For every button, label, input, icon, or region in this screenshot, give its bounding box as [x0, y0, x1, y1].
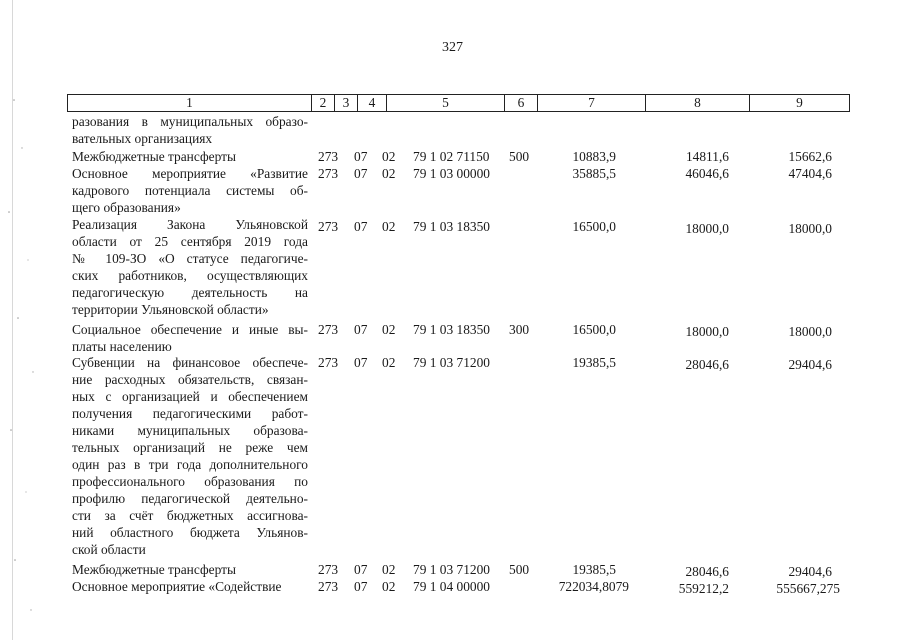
row-3-line-3: ских работников, осуществляющих [72, 268, 308, 283]
row-2-name [72, 165, 308, 216]
row-2-c7: 35885,5 [572, 166, 616, 181]
row-6-c4: 02 [382, 562, 396, 577]
row-5-c5: 79 1 03 71200 [413, 355, 490, 370]
scan-margin-specks [0, 0, 40, 640]
row-7-c4: 02 [382, 579, 396, 594]
row-5-line-9: сти за счёт бюджетных ассигнова- [72, 508, 308, 523]
row-1-c6: 500 [509, 149, 530, 164]
row-4-name [72, 321, 308, 355]
row-1-name [72, 148, 308, 165]
header-col-8: 8 [646, 95, 750, 111]
row-5-line-8: профилю педагогической деятельно- [72, 491, 308, 506]
row-3-c9: 18000,0 [788, 221, 832, 236]
row-3-c4: 02 [382, 219, 396, 234]
row-3-line-4: педагогическую деятельность на [72, 285, 308, 300]
row-5-line-0: Субвенции на финансовое обеспече- [72, 355, 308, 370]
header-col-4: 4 [358, 95, 387, 111]
row-3-line-2: № 109-ЗО «О статусе педагогиче- [72, 251, 308, 266]
row-3-line-5: территории Ульяновской области» [72, 302, 269, 317]
row-3-line-0: Реализация Закона Ульяновской [72, 217, 308, 232]
row-6-c2: 273 [318, 562, 339, 577]
row-5-name [72, 354, 308, 558]
row-0-line-0: разования в муниципальных образо- [72, 114, 308, 129]
row-1-c2: 273 [318, 149, 339, 164]
row-3-line-1: области от 25 сентября 2019 года [72, 234, 308, 249]
row-5-line-6: один раз в три года дополнительного [72, 457, 308, 472]
row-7-c8: 559212,2 [678, 581, 729, 596]
row-6-c3: 07 [354, 562, 368, 577]
row-5-c2: 273 [318, 355, 339, 370]
row-7-line-0: Основное мероприятие «Содействие [72, 579, 282, 594]
row-5-line-5: тельных организаций не реже чем [72, 440, 308, 455]
header-col-7: 7 [538, 95, 646, 111]
row-5-c8: 28046,6 [685, 357, 729, 372]
table-header [67, 94, 850, 112]
header-col-9: 9 [796, 95, 803, 110]
header-col-5: 5 [387, 95, 505, 111]
row-2-c8: 46046,6 [685, 166, 729, 181]
row-5-c3: 07 [354, 355, 368, 370]
row-1-c3: 07 [354, 149, 368, 164]
row-5-line-7: профессионального образования по [72, 474, 308, 489]
row-5-line-11: ской области [72, 542, 146, 557]
row-3-c5: 79 1 03 18350 [413, 219, 490, 234]
row-2-line-0: Основное мероприятие «Развитие [72, 166, 308, 181]
row-6-name [72, 561, 308, 578]
row-3-c8: 18000,0 [685, 221, 729, 236]
row-6-c5: 79 1 03 71200 [413, 562, 490, 577]
row-2-c2: 273 [318, 166, 339, 181]
row-2-c9: 47404,6 [788, 166, 832, 181]
row-7-c9: 555667,275 [776, 581, 840, 596]
row-6-c7: 19385,5 [572, 562, 616, 577]
row-4-c9: 18000,0 [788, 324, 832, 339]
row-2-c3: 07 [354, 166, 368, 181]
row-7-c3: 07 [354, 579, 368, 594]
row-5-c9: 29404,6 [788, 357, 832, 372]
row-1-line-0: Межбюджетные трансферты [72, 149, 236, 164]
row-4-c4: 02 [382, 322, 396, 337]
row-5-line-3: получения педагогическими работ- [72, 406, 308, 421]
row-1-c5: 79 1 02 71150 [413, 149, 490, 164]
row-5-line-2: ных с организацией и обеспечением [72, 389, 308, 404]
header-col-6: 6 [505, 95, 538, 111]
row-3-c7: 16500,0 [572, 219, 616, 234]
row-2-c4: 02 [382, 166, 396, 181]
row-4-c6: 300 [509, 322, 530, 337]
header-col-3: 3 [335, 95, 358, 111]
row-0-line-1: вательных организациях [72, 131, 213, 146]
row-3-c3: 07 [354, 219, 368, 234]
row-6-c6: 500 [509, 562, 530, 577]
row-2-line-1: кадрового потенциала системы об- [72, 183, 308, 198]
row-4-line-1: платы населению [72, 339, 172, 354]
page-number: 327 [442, 40, 463, 55]
row-7-c7: 722034,8079 [558, 579, 629, 594]
header-col-2: 2 [312, 95, 335, 111]
row-5-c7: 19385,5 [572, 355, 616, 370]
row-1-c7: 10883,9 [572, 149, 616, 164]
row-4-c2: 273 [318, 322, 339, 337]
row-4-c5: 79 1 03 18350 [413, 322, 490, 337]
row-1-c8: 14811,6 [685, 149, 729, 164]
row-2-c5: 79 1 03 00000 [413, 166, 490, 181]
row-5-line-4: никами муниципальных образова- [72, 423, 308, 438]
row-0-name [72, 113, 308, 147]
row-6-c9: 29404,6 [788, 564, 832, 579]
row-1-c9: 15662,6 [788, 149, 832, 164]
row-3-c2: 273 [318, 219, 339, 234]
row-1-c4: 02 [382, 149, 396, 164]
header-col-1: 1 [68, 95, 312, 111]
row-5-line-10: ний областного бюджета Ульянов- [72, 525, 308, 540]
row-7-c2: 273 [318, 579, 339, 594]
row-4-c8: 18000,0 [685, 324, 729, 339]
row-2-line-2: щего образования» [72, 200, 181, 215]
row-7-c5: 79 1 04 00000 [413, 579, 490, 594]
row-3-name [72, 216, 308, 318]
row-6-c8: 28046,6 [685, 564, 729, 579]
row-6-line-0: Межбюджетные трансферты [72, 562, 236, 577]
row-5-line-1: ние расходных обязательств, связан- [72, 372, 308, 387]
row-4-c7: 16500,0 [572, 322, 616, 337]
row-4-c3: 07 [354, 322, 368, 337]
row-7-name [72, 578, 308, 595]
row-5-c4: 02 [382, 355, 396, 370]
row-4-line-0: Социальное обеспечение и иные вы- [72, 322, 308, 337]
